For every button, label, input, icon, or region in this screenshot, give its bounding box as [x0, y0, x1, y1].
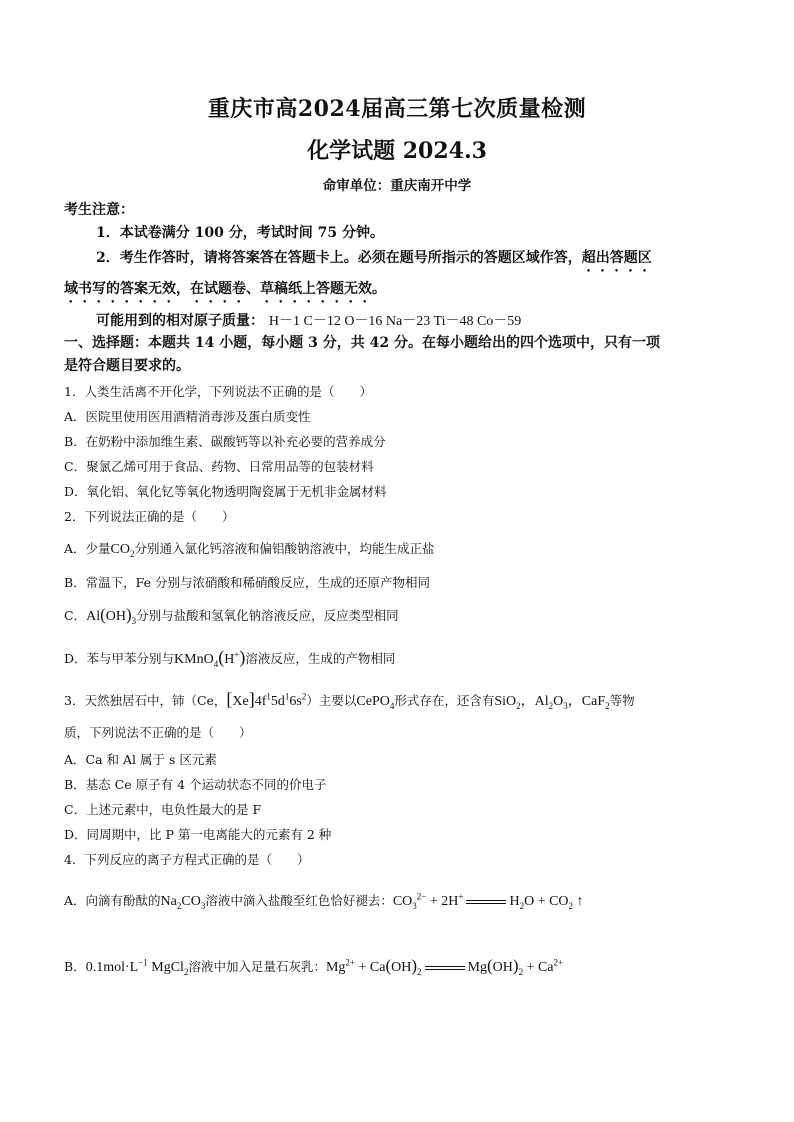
q1-stem: 1．人类生活离不开化学，下列说法不正确的是（ ） [64, 384, 372, 399]
q2-option-b: B．常温下，Fe 分别与浓硝酸和稀硝酸反应，生成的还原产物相同 [64, 575, 431, 590]
q4-stem: 4．下列反应的离子方程式正确的是（ ） [64, 852, 310, 867]
formula-kmno4-h: KMnO$_4$(H+) [174, 647, 246, 669]
equals-sign [425, 966, 465, 970]
q2-stem: 2．下列说法正确的是（ ） [64, 509, 235, 524]
q3-option-d: D．同周期中，比 P 第一电离能大的元素有 2 种 [64, 827, 332, 842]
formula-co2: $CO_2$ [110, 542, 135, 559]
atomic-mass-line: 可能用到的相对原子质量： H－1 C－12 O－16 Na－23 Ti－48 Co－59 [96, 313, 522, 329]
notice-item-1: 1．本试卷满分 100 分，考试时间 75 分钟。 [96, 225, 384, 241]
equation-b: $Mg^{2+} + Ca(OH)_2$ $Mg(OH)_2 + Ca^{2+}$ [325, 956, 564, 977]
q1-option-d: D．氧化铝、氧化钇等氧化物透明陶瓷属于无机非金属材料 [64, 484, 387, 499]
formula-aloh3: $Al(OH)_3$ [86, 605, 137, 626]
formula-mgcl2-conc: $0.1mol\cdot L^{-1}$ MgCl$_2$ [85, 957, 189, 977]
equation-a: $CO_3^{2-} + 2H^+$ $H_2O + CO_2$ ↑ [392, 891, 584, 911]
q1-option-a: A．医院里使用医用酒精消毒涉及蛋白质变性 [64, 409, 311, 424]
formula-minerals: SiO$_2$，$Al_2O_3$，CaF$_2$ [494, 694, 610, 711]
q4-option-b: B．$0.1mol\cdot L^{-1}$ MgCl$_2$溶液中加入足量石灰乳：$Mg^{2+} + Ca(OH)_2$ $Mg(OH)_2 + Ca^{2+}$ [64, 956, 564, 977]
q4-option-a: A．向滴有酚酞的$Na_2CO_3$溶液中滴入盐酸至红色恰好褪去：$CO_3^{2-} + 2H^+$ $H_2O + CO_2$ ↑ [64, 891, 584, 911]
formula-cepo4: CePO$_4$ [356, 694, 395, 711]
q3-stem-line1: 3．天然独居石中，铈（Ce，$[Xe]4f^15d^16s^2$）主要以CePO$_4$形式存在，还含有SiO$_2$，$Al_2O_3$，CaF$_2$等物 [64, 689, 635, 711]
exam-unit: 命审单位：重庆南开中学 [322, 178, 472, 194]
q3-option-a: A．Ca 和 Al 属于 s 区元素 [64, 752, 217, 767]
equals-sign [466, 900, 506, 904]
notice-item-2-line1: 2．考生作答时，请将答案答在答题卡上。必须在题号所指示的答题区域作答，超出答题区 [96, 250, 652, 266]
exam-subtitle: 化学试题 2024.3 [307, 138, 487, 164]
q2-option-a: A．少量$CO_2$分别通入氯化钙溶液和偏铝酸钠溶液中，均能生成正盐 [64, 541, 435, 559]
q1-option-c: C．聚氯乙烯可用于食品、药物、日常用品等的包装材料 [64, 459, 374, 474]
q2-option-d: D．苯与甲苯分别与KMnO$_4$(H+)溶液反应，生成的产物相同 [64, 647, 396, 669]
q3-stem-line2: 质，下列说法不正确的是（ ） [64, 725, 252, 740]
q3-option-b: B．基态 Ce 原子有 4 个运动状态不同的价电子 [64, 777, 327, 792]
notice-heading: 考生注意： [64, 202, 134, 218]
section1-line1: 一、选择题：本题共 14 小题，每小题 3 分，共 42 分。在每小题给出的四个选项中，只有一项 [64, 335, 660, 351]
q1-option-b: B．在奶粉中添加维生素、碳酸钙等以补充必要的营养成分 [64, 434, 386, 449]
exam-title: 重庆市高2024届高三第七次质量检测 [207, 96, 587, 122]
q2-option-c: C．$Al(OH)_3$分别与盐酸和氢氧化钠溶液反应，反应类型相同 [64, 605, 399, 626]
q3-option-c: C．上述元素中，电负性最大的是 F [64, 802, 262, 817]
notice-item-2-line2: 域书写的答案无效，在试题卷、草稿纸上答题无效。 [64, 281, 386, 297]
formula-na2co3: $Na_2CO_3$ [160, 894, 206, 911]
formula-ce-config: $[Xe]4f^15d^16s^2$ [226, 689, 307, 709]
section1-line2: 是符合题目要求的。 [64, 358, 190, 374]
